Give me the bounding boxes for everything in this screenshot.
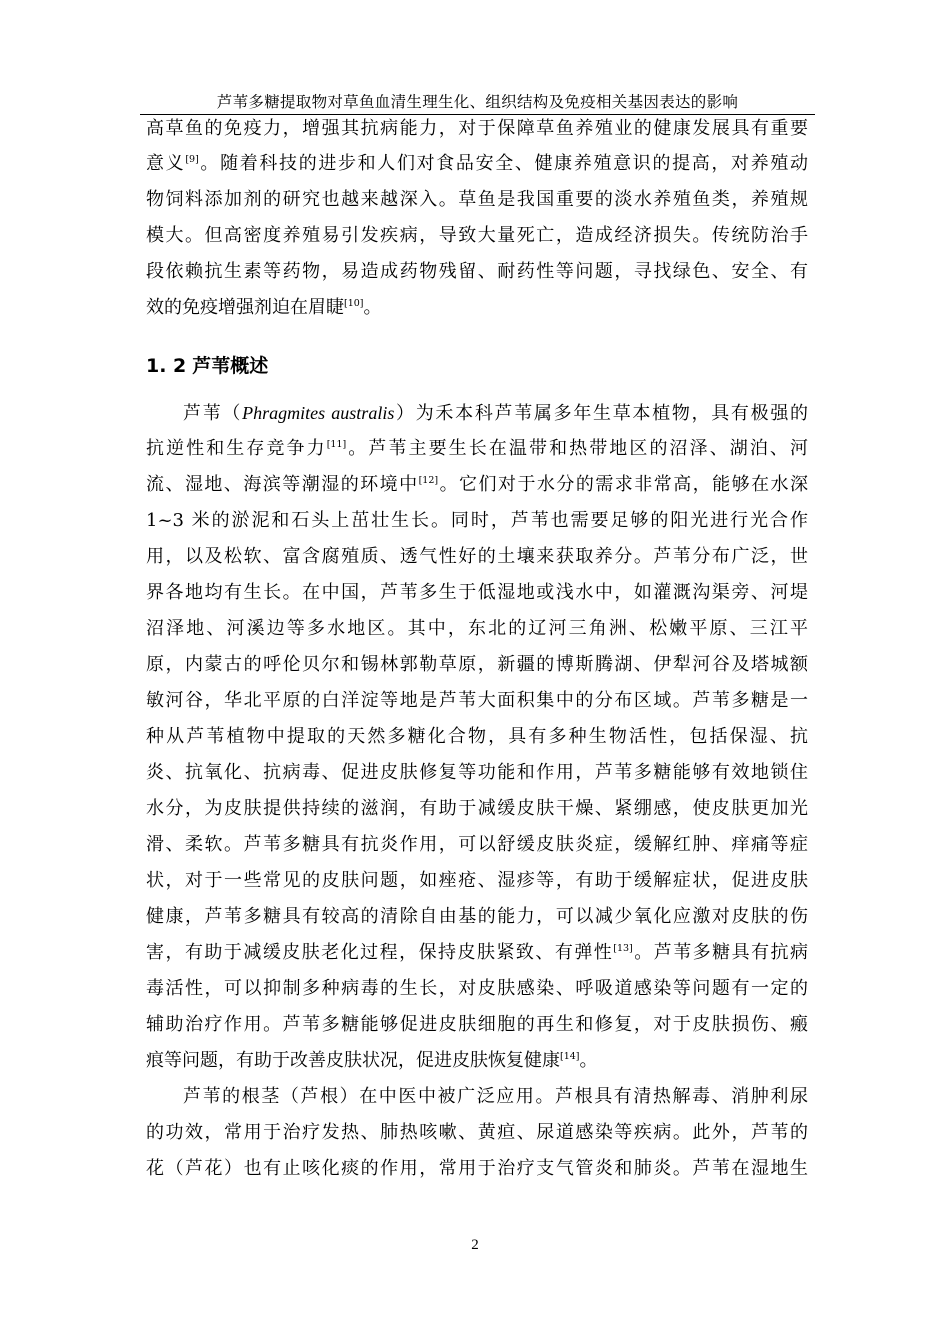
latin-name: Phragmites australis: [242, 403, 395, 423]
text-line: 的功效，常用于治疗发热、肺热咳嗽、黄疸、尿道感染等疾病。此外，芦苇的: [146, 1122, 808, 1143]
text-line: 种从芦苇植物中提取的天然多糖化合物，具有多种生物活性，包括保湿、抗: [146, 726, 808, 747]
text-line: 花（芦花）也有止咳化痰的作用，常用于治疗支气管炎和肺炎。芦苇在湿地生: [146, 1158, 808, 1179]
section-number: 1. 2: [146, 355, 187, 377]
citation-ref: [14]: [560, 1051, 580, 1062]
text-line: 害，有助于减缓皮肤老化过程，保持皮肤紧致、有弹性[13]。芦苇多糖具有抗病: [146, 942, 809, 963]
text-line: 流、湿地、海滨等潮湿的环境中[12]。它们对于水分的需求非常高，能够在水深: [146, 474, 809, 495]
text-line: 毒活性，可以抑制多种病毒的生长，对皮肤感染、呼吸道感染等问题有一定的: [146, 978, 808, 999]
text-line: 滑、柔软。芦苇多糖具有抗炎作用，可以舒缓皮肤炎症，缓解红肿、痒痛等症: [146, 834, 808, 855]
text-line: 意义[9]。随着科技的进步和人们对食品安全、健康养殖意识的提高，对养殖动: [146, 153, 809, 174]
text-line: 段依赖抗生素等药物，易造成药物残留、耐药性等问题，寻找绿色、安全、有: [146, 261, 808, 282]
text-line: 健康，芦苇多糖具有较高的清除自由基的能力，可以减少氧化应激对皮肤的伤: [146, 906, 808, 927]
citation-ref: [9]: [185, 154, 199, 165]
text-line: 辅助治疗作用。芦苇多糖能够促进皮肤细胞的再生和修复，对于皮肤损伤、瘢: [146, 1014, 808, 1035]
running-header: 芦苇多糖提取物对草鱼血清生理生化、组织结构及免疫相关基因表达的影响: [216, 93, 739, 111]
text-line: 芦苇（Phragmites australis）为禾本科芦苇属多年生草本植物，具有极强的: [183, 403, 809, 424]
text-line: 芦苇的根茎（芦根）在中医中被广泛应用。芦根具有清热解毒、消肿利尿: [183, 1086, 808, 1107]
text-line: 物饲料添加剂的研究也越来越深入。草鱼是我国重要的淡水养殖鱼类，养殖规: [146, 189, 808, 210]
text-line: 原，内蒙古的呼伦贝尔和锡林郭勒草原，新疆的博斯腾湖、伊犁河谷及塔城额: [146, 654, 808, 675]
text-line: 水分，为皮肤提供持续的滋润，有助于减缓皮肤干燥、紧绷感，使皮肤更加光: [146, 798, 808, 819]
text-line: 用，以及松软、富含腐殖质、透气性好的土壤来获取养分。芦苇分布广泛，世: [146, 546, 808, 567]
text-line: 敏河谷，华北平原的白洋淀等地是芦苇大面积集中的分布区域。芦苇多糖是一: [146, 690, 808, 711]
text-line: 模大。但高密度养殖易引发疾病，导致大量死亡，造成经济损失。传统防治手: [146, 225, 808, 246]
citation-ref: [10]: [344, 298, 364, 309]
text-line: 1~3 米的淤泥和石头上茁壮生长。同时，芦苇也需要足够的阳光进行光合作: [146, 510, 808, 531]
citation-ref: [11]: [326, 439, 347, 450]
text-line: 沼泽地、河溪边等多水地区。其中，东北的辽河三角洲、松嫩平原、三江平: [146, 618, 808, 639]
citation-ref: [13]: [613, 943, 633, 954]
citation-ref: [12]: [418, 475, 439, 486]
section-heading: [146, 348, 274, 384]
text-line: 炎、抗氧化、抗病毒、促进皮肤修复等功能和作用，芦苇多糖能够有效地锁住: [146, 762, 808, 783]
text-line: 效的免疫增强剂迫在眉睫[10]。: [146, 297, 382, 318]
text-line: 界各地均有生长。在中国，芦苇多生于低湿地或浅水中，如灌溉沟渠旁、河堤: [146, 582, 808, 603]
text-line: 痕等问题，有助于改善皮肤状况，促进皮肤恢复健康[14]。: [146, 1050, 598, 1071]
page-number: 2: [471, 1237, 479, 1253]
text-line: 抗逆性和生存竞争力[11]。芦苇主要生长在温带和热带地区的沼泽、湖泊、河: [146, 438, 809, 459]
text-line: 高草鱼的免疫力，增强其抗病能力，对于保障草鱼养殖业的健康发展具有重要: [146, 118, 808, 139]
text-line: 状，对于一些常见的皮肤问题，如痤疮、湿疹等，有助于缓解症状，促进皮肤: [146, 870, 808, 891]
section-title: 芦苇概述: [192, 355, 269, 377]
